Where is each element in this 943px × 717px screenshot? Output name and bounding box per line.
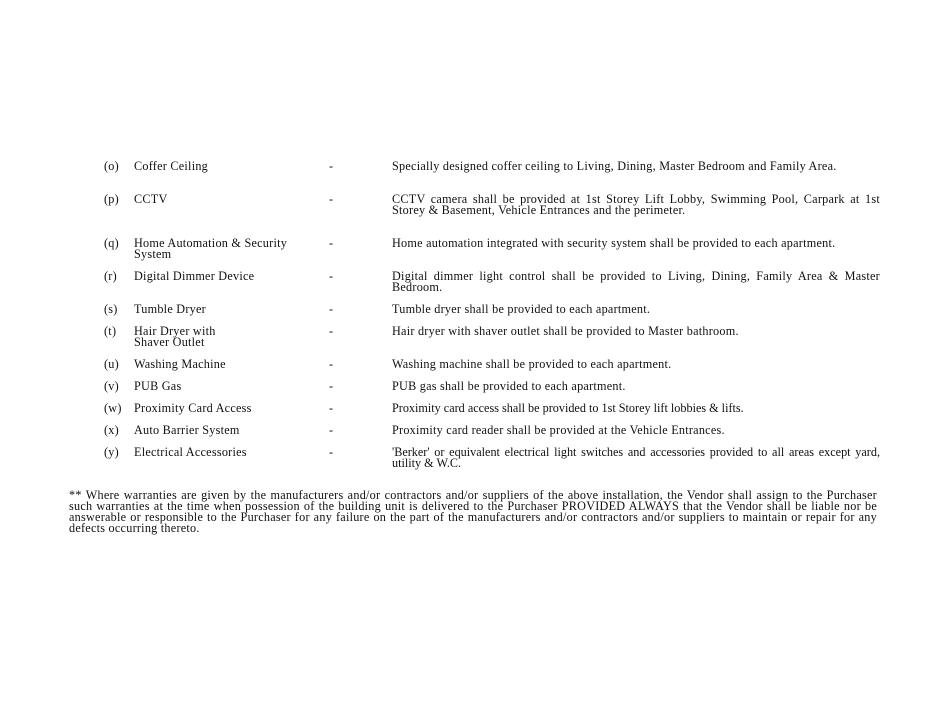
item-description: PUB gas shall be provided to each apartment. [392,379,626,393]
item-name: Washing Machine [134,357,226,371]
item-description: 'Berker' or equivalent electrical light switches and accessories provided to all areas except yard, utility & W.C. [392,445,880,470]
item-description: Home automation integrated with security system shall be provided to each apartment. [392,236,836,250]
item-dash: - [329,236,334,250]
item-code: (t) [104,324,117,338]
item-dash: - [329,401,334,415]
item-name: Tumble Dryer [134,302,206,316]
item-dash: - [329,357,334,371]
item-code: (y) [104,445,119,459]
item-name: Proximity Card Access [134,401,252,415]
spec-item [104,447,880,480]
item-code: (u) [104,357,119,371]
item-code: (w) [104,401,122,415]
spec-item [104,304,880,326]
item-code: (q) [104,236,119,250]
item-name: Digital Dimmer Device [134,269,255,283]
item-name: Coffer Ceiling [134,159,209,173]
item-description: Proximity card access shall be provided to 1st Storey lift lobbies & lifts. [392,401,744,415]
item-dash: - [329,445,334,459]
specification-list [104,161,880,480]
spec-item [104,381,880,403]
item-dash: - [329,302,334,316]
item-dash: - [329,192,334,206]
item-description: Digital dimmer light control shall be provided to Living, Dining, Family Area & Master Bedroom. [392,269,880,294]
warranty-footnote: ** Where warranties are given by the manufacturers and/or contractors and/or suppliers of the above installation, the Vendor shall assign to the Purchaser such warranties at the time when possession of the building unit is delivered to the Purchaser PROVIDED ALWAYS that the Vendor shall be liable nor be answerable or responsible to the Purchaser for any failure on the part of the manufacturers and/or contractors and/or suppliers to maintain or repair for any defects occurring thereto. [69,488,877,535]
item-dash: - [329,269,334,283]
item-description: Proximity card reader shall be provided at the Vehicle Entrances. [392,423,725,437]
item-dash: - [329,159,334,173]
item-code: (o) [104,159,119,173]
spec-item [104,326,880,359]
item-dash: - [329,423,334,437]
item-name: Hair Dryer with Shaver Outlet [134,324,216,349]
item-code: (s) [104,302,118,316]
item-code: (x) [104,423,119,437]
item-dash: - [329,324,334,338]
item-description: Washing machine shall be provided to each apartment. [392,357,672,371]
item-name: Auto Barrier System [134,423,240,437]
item-description: CCTV camera shall be provided at 1st Storey Lift Lobby, Swimming Pool, Carpark at 1st Storey & Basement, Vehicle Entrances and the perimeter. [392,192,880,217]
item-code: (r) [104,269,117,283]
item-description: Hair dryer with shaver outlet shall be provided to Master bathroom. [392,324,739,338]
item-name: Home Automation & Security System [134,236,288,261]
item-name: Electrical Accessories [134,445,247,459]
item-name: CCTV [134,192,168,206]
spec-item [104,238,880,271]
item-description: Tumble dryer shall be provided to each apartment. [392,302,651,316]
item-code: (v) [104,379,119,393]
item-code: (p) [104,192,119,206]
item-name: PUB Gas [134,379,182,393]
spec-item [104,403,880,425]
item-description: Specially designed coffer ceiling to Living, Dining, Master Bedroom and Family Area. [392,159,837,173]
spec-item [104,161,880,194]
item-dash: - [329,379,334,393]
spec-item [104,425,880,447]
spec-item [104,359,880,381]
spec-item [104,271,880,304]
spec-item [104,194,880,238]
